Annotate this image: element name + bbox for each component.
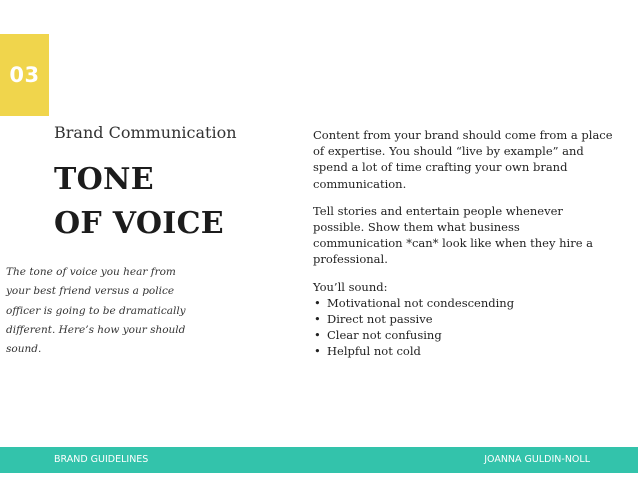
right-column bbox=[313, 127, 613, 360]
intro-text: The tone of voice you hear from your best friend versus a police officer is going to be dramatically different. Here’s how your should sound. bbox=[6, 266, 186, 356]
list-intro: You’ll sound: bbox=[313, 279, 388, 294]
page-number-badge bbox=[0, 34, 49, 116]
page-number: 03 bbox=[9, 63, 40, 87]
page-title-line-1: TONE bbox=[54, 162, 154, 197]
bullet-icon: • bbox=[314, 295, 321, 310]
list-item bbox=[313, 343, 613, 359]
bullet-icon: • bbox=[314, 344, 321, 359]
list-item bbox=[313, 295, 613, 311]
list-item bbox=[313, 327, 613, 343]
bullet-icon: • bbox=[314, 312, 321, 327]
footer-document-title: BRAND GUIDELINES bbox=[54, 454, 149, 465]
list-item-text: Direct not passive bbox=[327, 312, 433, 327]
footer-author: JOANNA GULDIN-NOLL bbox=[484, 454, 590, 465]
section-label: Brand Communication bbox=[54, 123, 237, 142]
tone-list bbox=[313, 295, 613, 360]
body-paragraph-2: Tell stories and entertain people whenever possible. Show them what business communication *can* look like when they hire a professional. bbox=[313, 203, 594, 267]
page-title-line-2: OF VOICE bbox=[54, 206, 224, 241]
list-item-text: Motivational not condescending bbox=[327, 295, 515, 310]
bullet-icon: • bbox=[314, 328, 321, 343]
list-item-text: Helpful not cold bbox=[327, 344, 421, 359]
list-item-text: Clear not confusing bbox=[327, 328, 442, 343]
body-paragraph-1: Content from your brand should come from a place of expertise. You should “live by example” and spend a lot of time crafting your own brand communication. bbox=[313, 128, 613, 191]
list-item bbox=[313, 311, 613, 327]
